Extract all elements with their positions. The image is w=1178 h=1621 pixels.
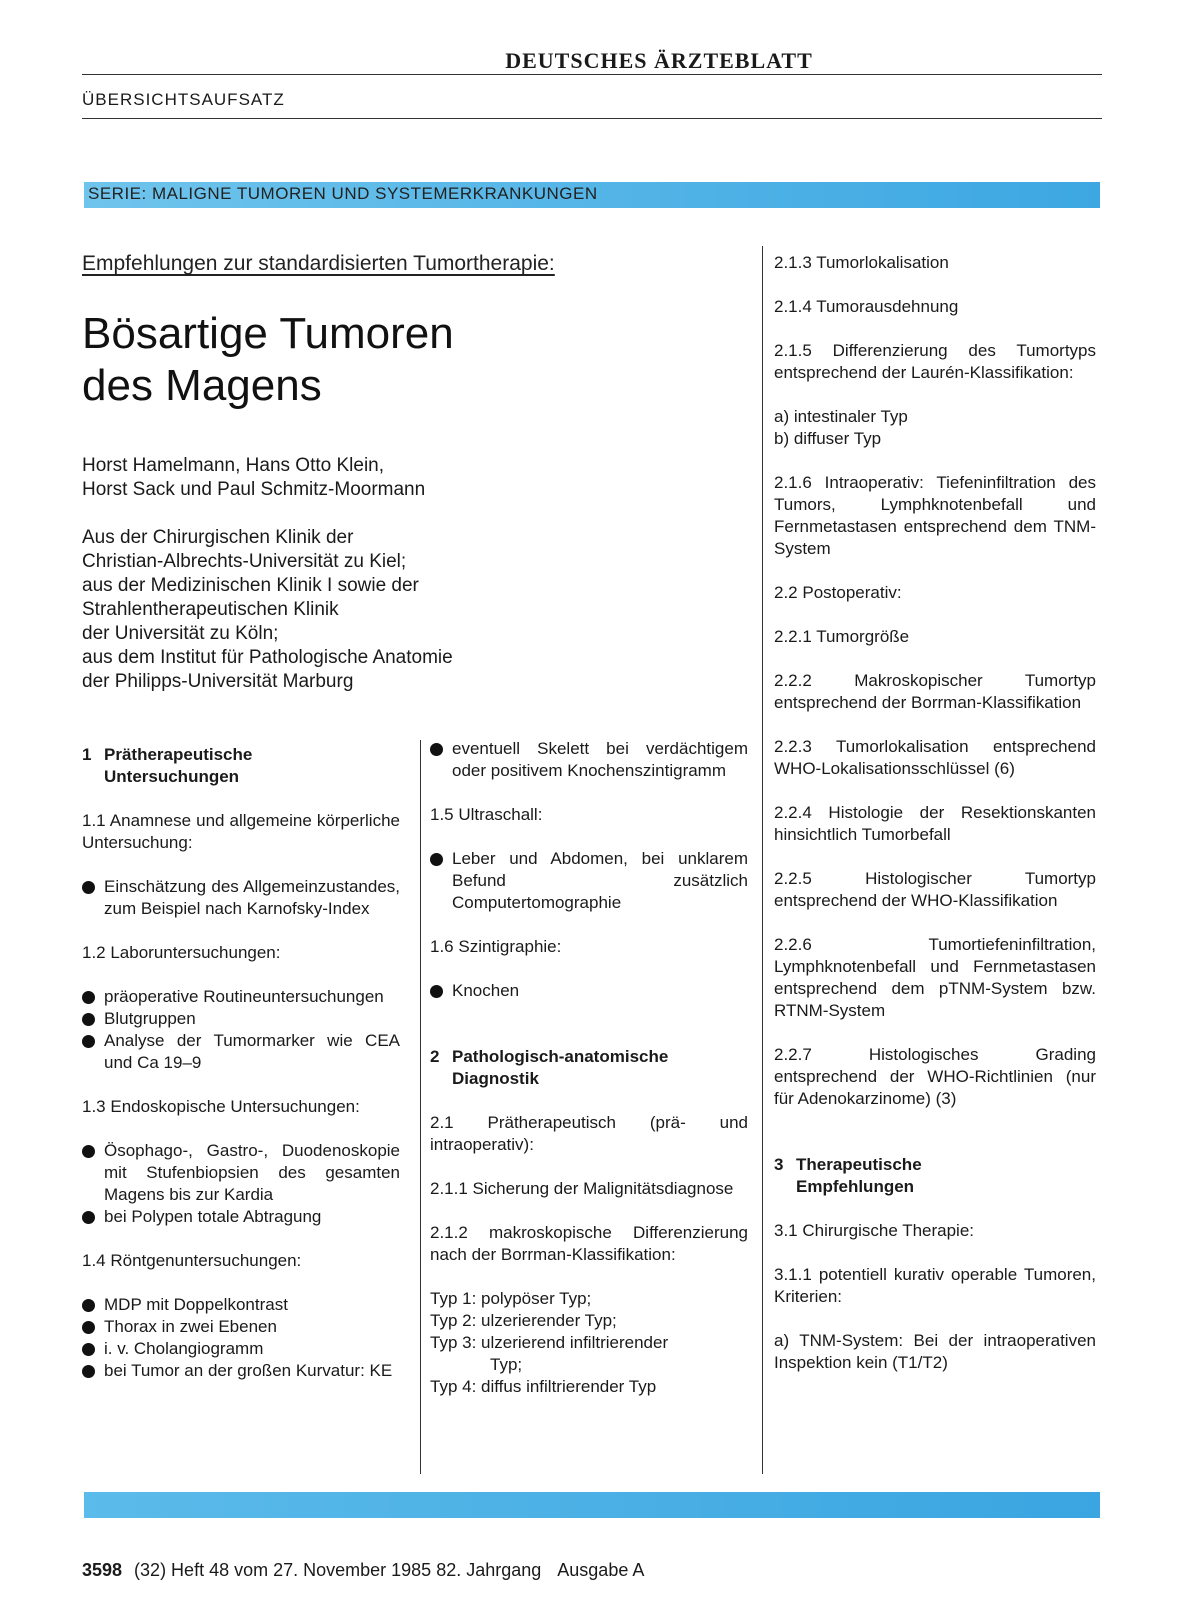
column-3 <box>774 252 1096 1374</box>
bullet-item: präoperative Routineuntersuchungen <box>82 986 400 1008</box>
page-footer <box>82 1560 644 1581</box>
bullet-item: MDP mit Doppelkontrast <box>82 1294 400 1316</box>
heading-text: Untersuchungen <box>104 767 240 786</box>
bullet-item: Thorax in zwei Ebenen <box>82 1316 400 1338</box>
heading-number: 2 <box>430 1047 440 1066</box>
affiliation-line: der Universität zu Köln; <box>82 623 279 644</box>
paragraph: 2.2 Postoperativ: <box>774 583 902 602</box>
bottom-banner <box>84 1492 1100 1518</box>
paragraph: 1.1 Anamnese und allgemeine körperliche Untersuchung: <box>82 811 400 852</box>
journal-name: DEUTSCHES ÄRZTEBLATT <box>505 48 813 73</box>
bullet-item: Analyse der Tumormarker wie CEA und Ca 19–9 <box>82 1030 400 1074</box>
column-1 <box>82 744 400 1382</box>
bullet-item: Einschätzung des Allgemeinzustandes, zum Beispiel nach Karnofsky-Index <box>82 876 400 920</box>
type-item: Typ; <box>490 1355 523 1374</box>
paragraph: 2.1.3 Tumorlokalisation <box>774 253 949 272</box>
bullet-item: bei Tumor an der großen Kurvatur: KE <box>82 1360 400 1382</box>
paragraph: 3.1 Chirurgische Therapie: <box>774 1221 975 1240</box>
paragraph: 3.1.1 potentiell kurativ operable Tumoren, Kriterien: <box>774 1265 1096 1306</box>
section-label: ÜBERSICHTSAUFSATZ <box>82 90 285 109</box>
bullet-item: eventuell Skelett bei verdächtigem oder positivem Knochenszintigramm <box>430 738 748 782</box>
heading-text: Diagnostik <box>452 1069 539 1088</box>
paragraph: 2.2.7 Histologisches Grading entsprechend der WHO-Richtlinien (nur für Adenokarzinome) (3) <box>774 1045 1096 1108</box>
header-rule-top <box>82 74 1102 75</box>
paragraph: 2.2.6 Tumortiefeninfiltration, Lymphknotenbefall und Fernmetastasen entsprechend dem pTNM-System bzw. RTNM-System <box>774 935 1096 1020</box>
section-heading-1 <box>82 744 400 788</box>
bullet-item: Knochen <box>430 980 748 1002</box>
paragraph: 2.1.6 Intraoperativ: Tiefeninfiltration des Tumors, Lymphknotenbefall und Fernmetastasen entsprechend dem TNM-System <box>774 473 1096 558</box>
paragraph: 1.5 Ultraschall: <box>430 805 543 824</box>
page-number: 3598 <box>82 1560 123 1580</box>
affiliation-line: Christian-Albrechts-Universität zu Kiel; <box>82 551 407 572</box>
title-line: des Magens <box>82 361 322 410</box>
authors-line: Horst Hamelmann, Hans Otto Klein, <box>82 455 385 476</box>
bullet-item: i. v. Cholangiogramm <box>82 1338 400 1360</box>
header-rule-bottom <box>82 118 1102 119</box>
column-2 <box>430 738 748 1398</box>
paragraph: 2.1.4 Tumorausdehnung <box>774 297 959 316</box>
affiliation-line: Strahlentherapeutischen Klinik <box>82 599 339 620</box>
heading-text: Therapeutische <box>796 1155 922 1174</box>
heading-text: Empfehlungen <box>796 1177 915 1196</box>
heading-number: 1 <box>82 745 92 764</box>
section-heading-3 <box>774 1154 1096 1198</box>
type-item: a) intestinaler Typ <box>774 407 908 426</box>
paragraph: 2.2.3 Tumorlokalisation entsprechend WHO-Lokalisationsschlüssel (6) <box>774 737 1096 778</box>
heading-text: Pathologisch-anatomische <box>452 1047 669 1066</box>
article-title <box>82 308 742 412</box>
type-item: Typ 2: ulzerierender Typ; <box>430 1311 617 1330</box>
authors <box>82 454 742 502</box>
column-rule-right <box>762 246 763 1474</box>
paragraph: 2.1.5 Differenzierung des Tumortyps entsprechend der Laurén-Klassifikation: <box>774 341 1096 382</box>
paragraph: 1.4 Röntgenuntersuchungen: <box>82 1251 302 1270</box>
paragraph: a) TNM-System: Bei der intraoperativen Inspektion kein (T1/T2) <box>774 1331 1096 1372</box>
paragraph: 1.3 Endoskopische Untersuchungen: <box>82 1097 360 1116</box>
paragraph: 2.2.1 Tumorgröße <box>774 627 910 646</box>
paragraph: 2.1.1 Sicherung der Malignitätsdiagnose <box>430 1179 734 1198</box>
bullet-item: Blutgruppen <box>82 1008 400 1030</box>
section-heading-2 <box>430 1046 748 1090</box>
bullet-item: Leber und Abdomen, bei unklarem Befund zusätzlich Computertomographie <box>430 848 748 914</box>
bullet-item: Ösophago-, Gastro-, Duodenoskopie mit Stufenbiopsien des gesamten Magens bis zur Kardia <box>82 1140 400 1206</box>
issue-info: (32) Heft 48 vom 27. November 1985 82. Jahrgang <box>134 1560 542 1580</box>
heading-text: Prätherapeutische <box>104 745 253 764</box>
affiliation-line: Aus der Chirurgischen Klinik der <box>82 527 354 548</box>
heading-number: 3 <box>774 1155 784 1174</box>
type-item: Typ 3: ulzerierend infiltrierender <box>430 1333 669 1352</box>
authors-line: Horst Sack und Paul Schmitz-Moormann <box>82 479 426 500</box>
paragraph: 2.2.2 Makroskopischer Tumortyp entsprechend der Borrman-Klassifikation <box>774 671 1096 712</box>
type-item: b) diffuser Typ <box>774 429 882 448</box>
paragraph: 2.1 Prätherapeutisch (prä- und intraoperativ): <box>430 1113 748 1154</box>
column-rule-middle <box>420 740 421 1474</box>
paragraph: 2.2.4 Histologie der Resektionskanten hinsichtlich Tumorbefall <box>774 803 1096 844</box>
paragraph: 2.2.5 Histologischer Tumortyp entsprechend der WHO-Klassifikation <box>774 869 1096 910</box>
paragraph: 1.2 Laboruntersuchungen: <box>82 943 281 962</box>
series-title: SERIE: MALIGNE TUMOREN UND SYSTEMERKRANKUNGEN <box>88 184 598 203</box>
bullet-item: bei Polypen totale Abtragung <box>82 1206 400 1228</box>
title-line: Bösartige Tumoren <box>82 309 454 358</box>
paragraph: 2.1.2 makroskopische Differenzierung nach der Borrman-Klassifikation: <box>430 1223 748 1264</box>
type-item: Typ 1: polypöser Typ; <box>430 1289 592 1308</box>
type-item: Typ 4: diffus infiltrierender Typ <box>430 1377 657 1396</box>
affiliation-line: aus dem Institut für Pathologische Anatomie <box>82 647 453 668</box>
article-kicker: Empfehlungen zur standardisierten Tumortherapie: <box>82 252 555 275</box>
affiliation <box>82 526 742 694</box>
affiliation-line: der Philipps-Universität Marburg <box>82 671 354 692</box>
affiliation-line: aus der Medizinischen Klinik I sowie der <box>82 575 419 596</box>
edition-label: Ausgabe A <box>557 1560 645 1580</box>
paragraph: 1.6 Szintigraphie: <box>430 937 562 956</box>
